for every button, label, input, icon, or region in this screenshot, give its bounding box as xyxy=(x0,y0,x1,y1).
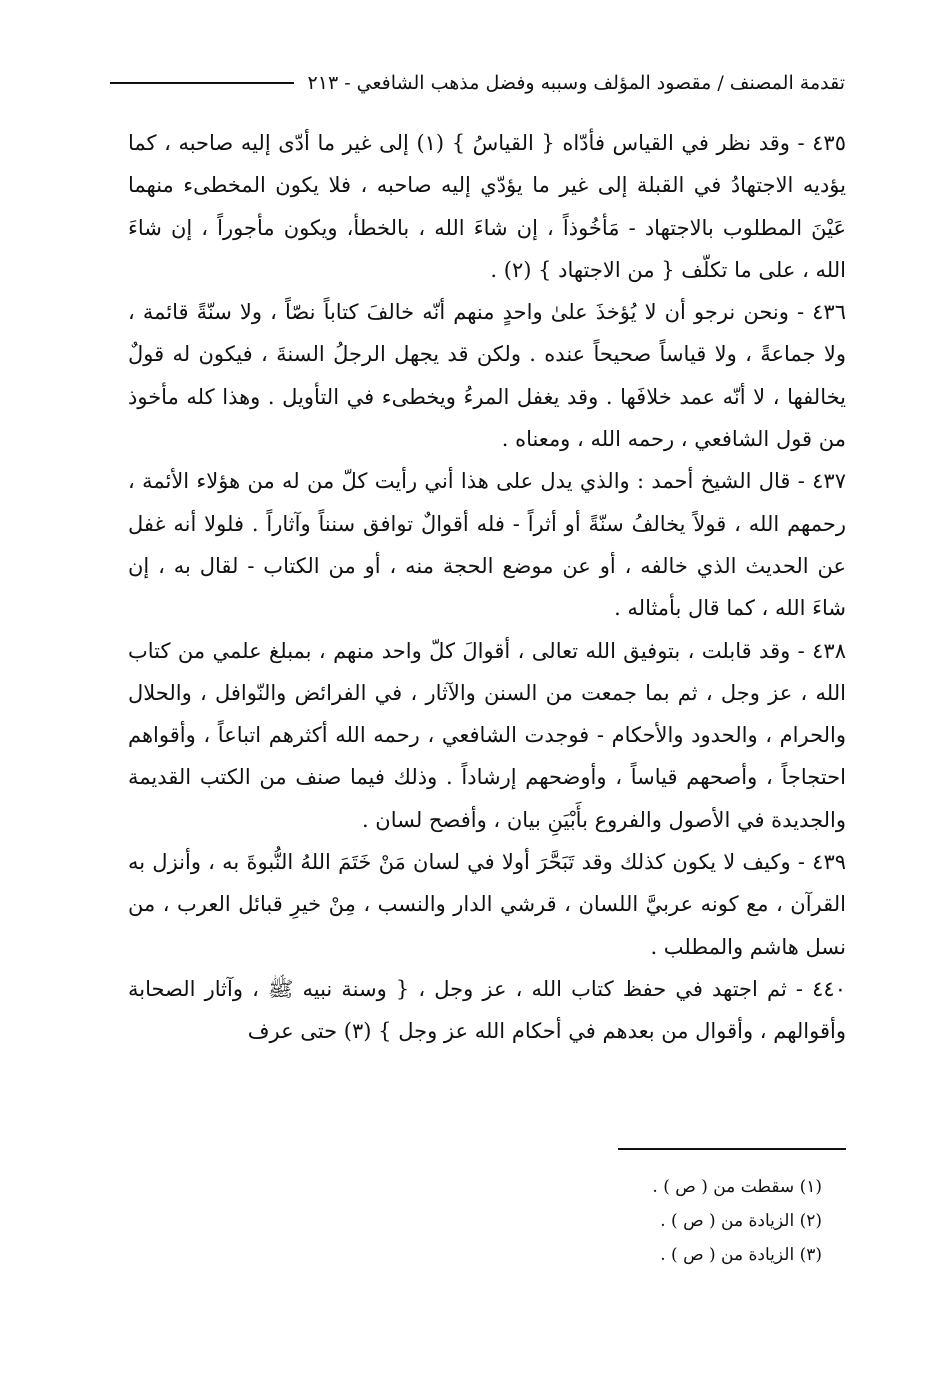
header-title: تقدمة المصنف / مقصود المؤلف وسببه وفضل مذهب الشافعي - ٢١٣ xyxy=(307,72,845,94)
paragraph-436: ٤٣٦ - ونحن نرجو أن لا يُؤخذَ علىٰ واحدٍ منهم أنّه خالفَ كتاباً نصّاً ، ولا سنّةً قائمة ، ولا جماعةً ، ولا قياساً صحيحاً عنده . ولكن قد يجهل الرجلُ السنةَ ، فيكون له قولٌ يخالفها ، لا أنّه عمد خلافَها . وقد يغفل المرءُ ويخطىء في التأويل . وهذا كله مأخوذ من قول الشافعي ، رحمه الله ، ومعناه . xyxy=(128,300,846,452)
footnote-2: (٢) الزيادة من ( ص ) . xyxy=(660,1211,822,1231)
paragraph-438: ٤٣٨ - وقد قابلت ، بتوفيق الله تعالى ، أقوالَ كلّ واحد منهم ، بمبلغ علمي من كتاب الله ، عز وجل ، ثم بما جمعت من السنن والآثار ، في الفرائض والنّوافل ، والحلال والحرام ، والحدود والأحكام - فوجدت الشافعي ، رحمه الله أكثرهم اتباعاً ، وأقواهم احتجاجاً ، وأصحهم قياساً ، وأوضحهم إرشاداً . وذلك فيما صنف من الكتب القديمة والجديدة في الأصول والفروع بأَبْيَنِ بيان ، وأفصح لسان . xyxy=(128,638,846,832)
running-header xyxy=(110,66,845,100)
paragraph-439: ٤٣٩ - وكيف لا يكون كذلك وقد تَبَحَّرَ أولا في لسان مَنْ خَتَمَ اللهُ النُّبوةَ به ، وأنزل به القرآن ، مع كونه عربيَّ اللسان ، قرشي الدار والنسب ، مِنْ خيرِ قبائل العرب ، من نسل هاشم والمطلب . xyxy=(128,850,847,959)
header-rule xyxy=(110,82,294,84)
footnotes xyxy=(502,1170,822,1272)
footnote-1: (١) سقطت من ( ص ) . xyxy=(652,1177,822,1197)
paragraph-440: ٤٤٠ - ثم اجتهد في حفظ كتاب الله ، عز وجل ، { وسنة نبيه ﷺ ، وآثار الصحابة وأقوالهم ، وأقوال من بعدهم في أحكام الله عز وجل } (٣) حتى عرف xyxy=(128,976,846,1044)
footnote-3: (٣) الزيادة من ( ص ) . xyxy=(660,1245,822,1265)
main-text xyxy=(128,122,846,1053)
paragraph-435: ٤٣٥ - وقد نظر في القياس فأدّاه { القياسُ } (١) إلى غير ما أدّى إليه صاحبه ، كما يؤديه الاجتهادُ في القبلة إلى غير ما يؤدّي إليه صاحبه ، فلا يكون المخطىء منهما عَيْنَ المطلوب بالاجتهاد - مَأخُوذاً ، إن شاءَ الله ، بالخطأ، ويكون مأجوراً ، إن شاءَ الله ، على ما تكلّف { من الاجتهاد } (٢) . xyxy=(128,131,846,282)
footnote-separator xyxy=(618,1148,846,1150)
paragraph-437: ٤٣٧ - قال الشيخ أحمد : والذي يدل على هذا أني رأيت كلّ من له من هؤلاء الأئمة ، رحمهم الله ، قولاً يخالفُ سنّةً أو أثراً - فله أقوالٌ توافق سنناً وآثاراً . فلولا أنه غفل عن الحديث الذي خالفه ، أو عن موضع الحجة منه ، أو من الكتاب - لقال به ، إن شاءَ الله ، كما قال بأمثاله . xyxy=(128,469,846,621)
